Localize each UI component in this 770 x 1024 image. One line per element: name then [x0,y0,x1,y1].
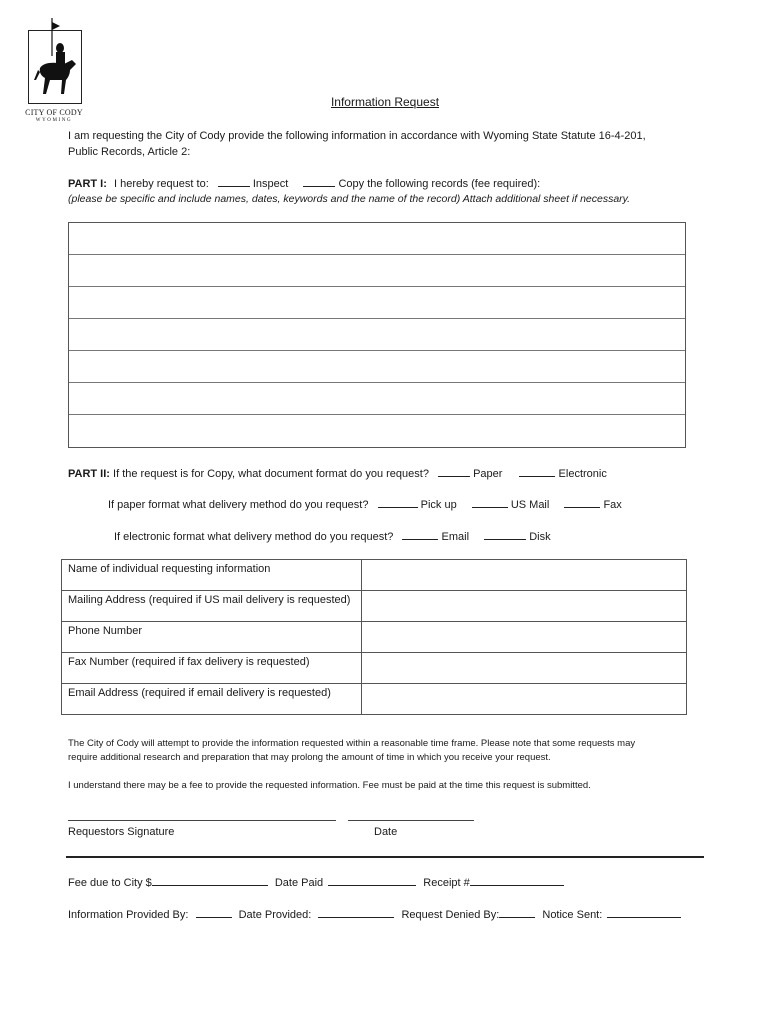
records-row[interactable] [69,319,685,351]
field-label-fax: Fax Number (required if fax delivery is requested) [62,653,362,684]
signature-line[interactable] [68,820,336,821]
field-input-mailing[interactable] [362,591,687,622]
electronic-delivery-line [114,529,551,545]
email-blank[interactable] [402,529,438,540]
pickup-blank[interactable] [378,497,418,508]
fee-due-label: Fee due to City $ [68,877,152,889]
paper-blank[interactable] [438,466,470,477]
records-row[interactable] [69,223,685,255]
fee-notice: I understand there may be a fee to provide the requested information. Fee must be paid at the time this request is submitted. [68,780,591,791]
records-row[interactable] [69,351,685,383]
table-row [62,684,687,715]
notice-sent-blank[interactable] [607,907,681,918]
fee-due-blank[interactable] [152,875,268,886]
copy-blank[interactable] [303,176,335,187]
option-copy: Copy the following records (fee required): [338,178,541,190]
intro-line-1: I am requesting the City of Cody provide the following information in accordance with Wyoming State Statute 16-4-201, [68,130,646,142]
notice-sent-label: Notice Sent: [542,909,603,921]
field-label-name: Name of individual requesting information [62,560,362,591]
format-paper: Paper [473,468,503,480]
records-row[interactable] [69,287,685,319]
inspect-blank[interactable] [218,176,250,187]
disk-blank[interactable] [484,529,526,540]
fax-blank[interactable] [564,497,600,508]
logo-state-text: WYOMING [35,118,73,123]
page-title: Information Request [330,95,440,109]
table-row [62,653,687,684]
notice-line-2: require additional research and preparation that may prolong the amount of time in which you receive your request. [68,752,551,763]
format-electronic: Electronic [558,468,607,480]
field-label-phone: Phone Number [62,622,362,653]
date-paid-blank[interactable] [328,875,416,886]
field-label-email: Email Address (required if email delivery is requested) [62,684,362,715]
part1-label: PART I: [68,178,107,190]
paper-pickup: Pick up [420,499,457,511]
part2-label: PART II: [68,468,110,480]
date-provided-label: Date Provided: [238,909,312,921]
electronic-question: If electronic format what delivery method do you request? [114,531,394,543]
denied-by-blank[interactable] [499,907,535,918]
provided-by-blank[interactable] [196,907,232,918]
electronic-email: Email [441,531,470,543]
paper-fax: Fax [603,499,622,511]
field-label-mailing: Mailing Address (required if US mail delivery is requested) [62,591,362,622]
divider [66,856,704,858]
office-line-1 [68,875,564,891]
table-row [62,622,687,653]
table-row [62,560,687,591]
part2-line [68,466,607,482]
records-row[interactable] [69,415,685,447]
notice-line-1: The City of Cody will attempt to provide the information requested within a reasonable time frame. Please note that some requests may [68,738,636,749]
table-row [62,591,687,622]
date-line[interactable] [348,820,474,821]
intro-line-2: Public Records, Article 2: [68,146,191,158]
records-row[interactable] [69,383,685,415]
electronic-disk: Disk [529,531,551,543]
part1-text: I hereby request to: [113,178,209,190]
electronic-blank[interactable] [519,466,555,477]
usmail-blank[interactable] [472,497,508,508]
paper-usmail: US Mail [510,499,550,511]
option-inspect: Inspect [252,178,289,190]
field-input-name[interactable] [362,560,687,591]
date-label: Date [374,826,398,838]
field-input-email[interactable] [362,684,687,715]
provided-by-label: Information Provided By: [68,909,189,921]
paper-question: If paper format what delivery method do you request? [108,499,369,511]
receipt-blank[interactable] [470,875,564,886]
records-row[interactable] [69,255,685,287]
part1-line [68,176,540,192]
part1-instructions: (please be specific and include names, dates, keywords and the name of the record) Attach additional sheet if necessary. [68,193,631,205]
paper-delivery-line [108,497,622,513]
office-line-2 [68,907,681,923]
contact-info-table [61,559,687,715]
date-provided-blank[interactable] [318,907,394,918]
signature-label: Requestors Signature [68,826,175,838]
denied-by-label: Request Denied By: [401,909,500,921]
logo-city-text: CITY OF CODY [25,108,83,117]
receipt-label: Receipt # [423,877,470,889]
part2-question: If the request is for Copy, what document format do you request? [113,468,429,480]
field-input-fax[interactable] [362,653,687,684]
date-paid-label: Date Paid [274,877,324,889]
field-input-phone[interactable] [362,622,687,653]
horse-rider-icon [30,18,82,104]
records-table [68,222,686,448]
